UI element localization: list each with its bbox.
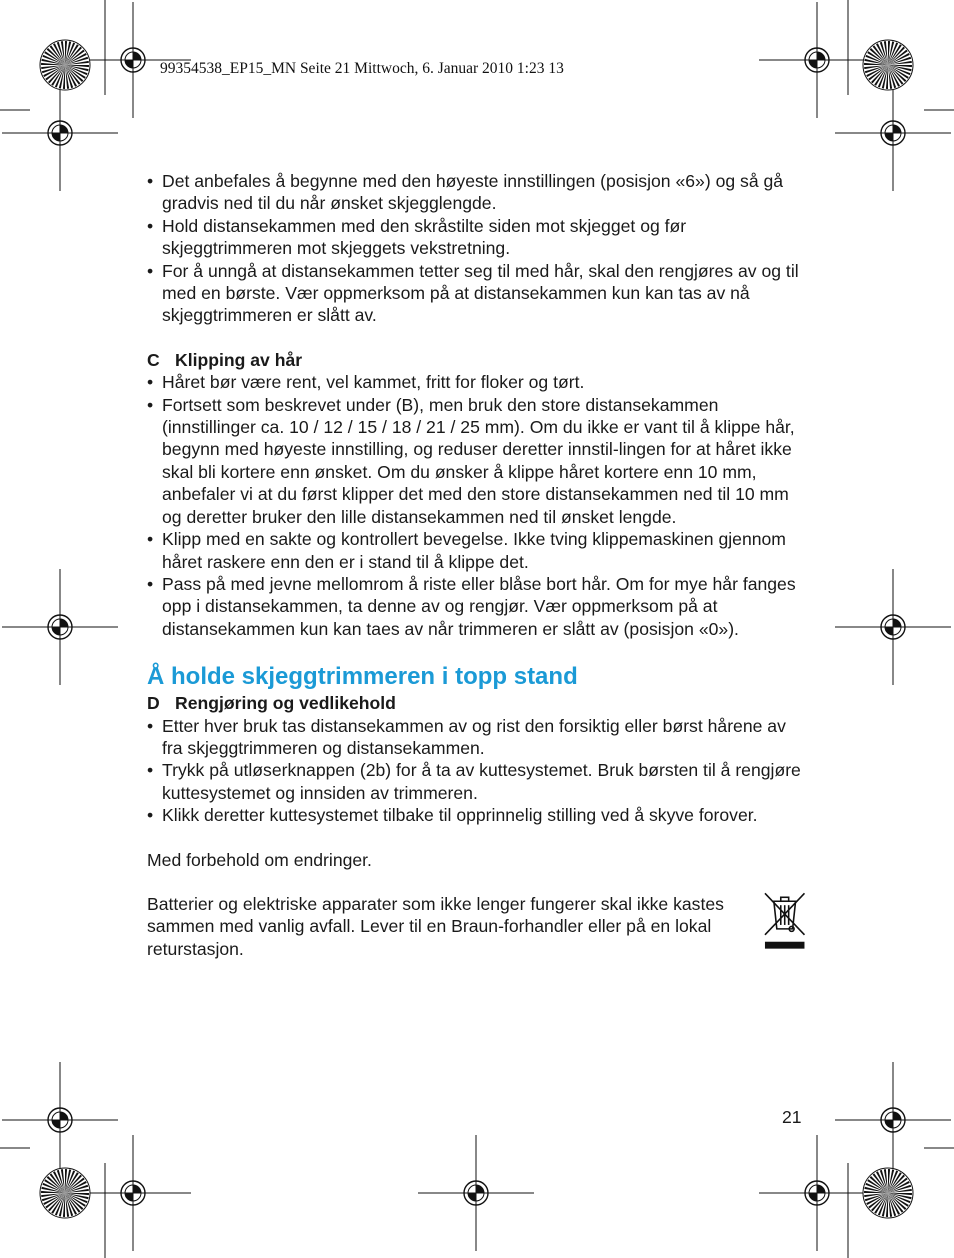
page-content [147,170,807,960]
list-item: • Håret bør være rent, vel kammet, fritt for floker og tørt. [147,371,807,393]
list-item: • Fortsett som beskrevet under (B), men bruk den store distansekammen (innstillinger ca. 10 / 12 / 15 / 18 / 21 / 25 mm). Om du ikke er vant til å klippe hår, begynn med høyeste innstilling, og reduser deretter innstil-lingen for at håret ikke skal bli kortere enn ønsket. Om du ønsker å klippe håret kortere enn 10 mm, anbefaler vi at du først klipper det med den store distansekammen ned til 10 mm og deretter bruker den lille distansekammen ned til ønsket lengde. [147,394,807,528]
registration-mark [759,2,875,118]
registration-mark [835,569,951,685]
registration-mark [418,1135,534,1251]
section-c-letter: C [147,349,160,370]
list-item: • Klikk deretter kuttesystemet tilbake til opprinnelig stilling ved å skyve forover. [147,804,807,826]
registration-mark [75,1135,191,1251]
section-d-title: Rengjøring og vedlikehold [175,693,396,714]
registration-mark [835,75,951,191]
change-notice: Med forbehold om endringer. [147,849,372,870]
list-item: • For å unngå at distansekammen tetter seg til med hår, skal den rengjøres av og til med en børste. Vær oppmerksom på at distansekammen kun kan tas av nå skjeggtrimmeren er slått av. [147,260,807,327]
registration-mark [2,569,118,685]
star-target-mark [40,40,90,90]
disposal-text: Batterier og elektriske apparater som ikke lenger fungerer skal ikke kastes sammen med vanlig avfall. Lever til en Braun-forhandler eller på en lokal returstasjon. [147,893,724,959]
section-c-list [147,371,807,640]
list-item: • Det anbefales å begynne med den høyeste innstillingen (posisjon «6») og så gå gradvis ned til du når ønsket skjegglengde. [147,170,807,215]
section-d-letter: D [147,693,160,714]
section-d-heading [147,692,807,714]
list-item: • Hold distansekammen med den skråstilte siden mot skjegget og før skjeggtrimmeren mot skjeggets vekstretning. [147,215,807,260]
list-item: • Etter hver bruk tas distansekammen av og rist den forsiktig eller børst hårene av fra skjeggtrimmeren og distansekammen. [147,715,807,760]
section-d-list [147,715,807,827]
print-slug: 99354538_EP15_MN Seite 21 Mittwoch, 6. Januar 2010 1:23 13 [160,60,564,77]
star-target-mark [40,1168,90,1218]
list-item: • Trykk på utløserknappen (2b) for å ta av kuttesystemet. Bruk børsten til å rengjøre kuttesystemet og innsiden av trimmeren. [147,759,807,804]
section-c-title: Klipping av hår [175,349,303,370]
registration-mark [759,1135,875,1251]
section-heading: Å holde skjeggtrimmeren i topp stand [147,663,578,691]
section-c-heading [147,349,807,371]
registration-mark [2,1062,118,1178]
registration-mark [2,75,118,191]
star-target-mark [863,1168,913,1218]
disposal-notice [147,893,807,960]
crossed-out-wheelie-bin-icon [762,889,807,951]
registration-mark [835,1062,951,1178]
page-number: 21 [782,1107,802,1127]
section-b-list [147,170,807,327]
star-target-mark [863,40,913,90]
list-item: • Klipp med en sakte og kontrollert bevegelse. Ikke tving klippemaskinen gjennom håret raskere enn den er i stand til å klippe det. [147,528,807,573]
list-item: • Pass på med jevne mellomrom å riste eller blåse bort hår. Om for mye hår fanges opp i distansekammen, ta denne av og rengjør. Vær oppmerksom på at distansekammen kun kan taes av når trimmeren er slått av (posisjon «0»). [147,573,807,640]
